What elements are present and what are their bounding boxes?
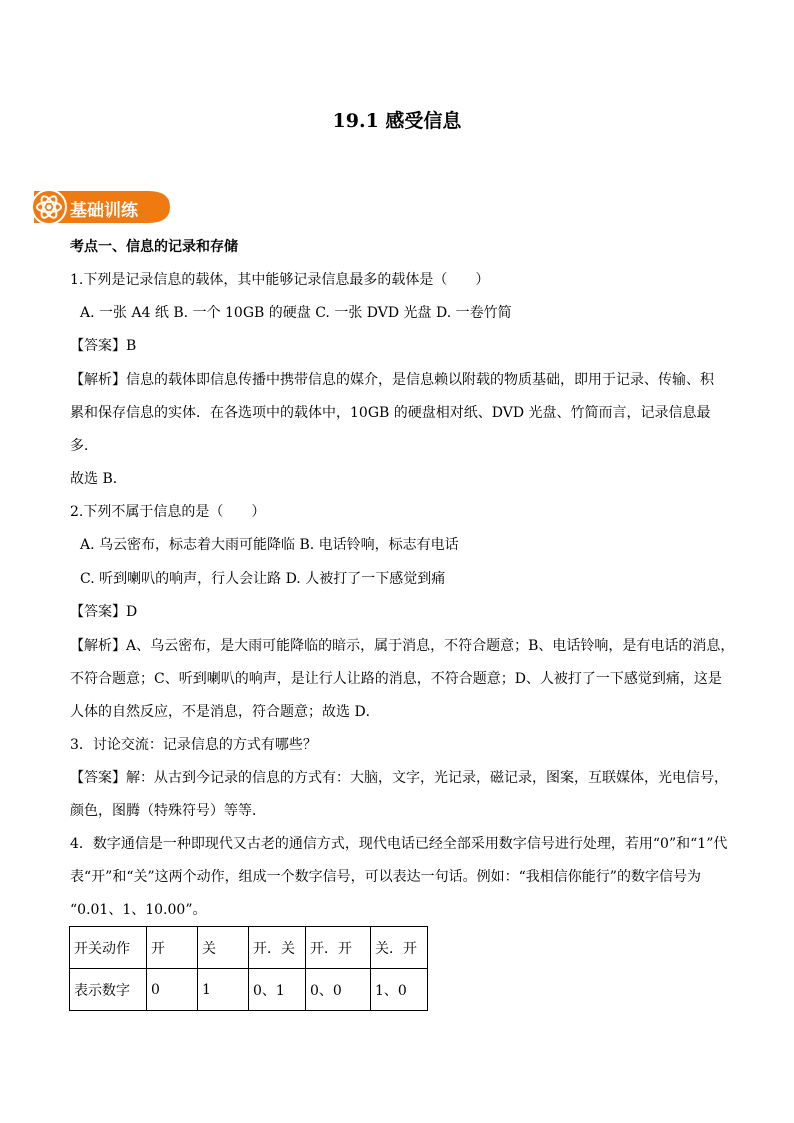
- table-cell: 关: [198, 927, 249, 969]
- question-2-explain-line: 不符合题意；C、听到喇叭的响声，是让行人让路的消息，不符合题意；D、人被打了一下感觉到痛，这是: [70, 671, 722, 687]
- question-1-answer: 【答案】B: [70, 338, 137, 354]
- switch-code-table: [69, 926, 428, 1011]
- question-1-explain-line: 多．: [70, 438, 98, 454]
- table-cell: 开: [147, 927, 198, 969]
- table-row: [70, 927, 428, 969]
- section-banner: [30, 188, 170, 226]
- question-4-stem-line: 4．数字通信是一种即现代又古老的通信方式，现代电话已经全部采用数字信号进行处理，若用“0”和“1”代: [70, 836, 728, 852]
- question-1-options: A. 一张 A4 纸 B. 一个 10GB 的硬盘 C. 一张 DVD 光盘 D. 一卷竹简: [80, 305, 512, 321]
- question-1-explain-line: 累和保存信息的实体．在各选项中的载体中，10GB 的硬盘相对纸、DVD 光盘、竹简而言，记录信息最: [70, 405, 711, 421]
- table-cell: 0: [147, 969, 198, 1011]
- table-row: [70, 969, 428, 1011]
- question-2-explain-line: 人体的自然反应，不是消息，符合题意；故选 D．: [70, 704, 380, 720]
- section-heading: 考点一、信息的记录和存储: [70, 239, 238, 255]
- question-1-explain-line: 故选 B．: [70, 471, 127, 487]
- table-cell: 开．关: [249, 927, 306, 969]
- table-cell: 表示数字: [70, 969, 147, 1011]
- question-4-stem-line: 表“开”和“关”这两个动作，组成一个数字信号，可以表达一句话。例如：“我相信你能行”的数字信号为: [70, 869, 701, 885]
- question-1-explain-line: 【解析】信息的载体即信息传播中携带信息的媒介，是信息赖以附载的物质基础，即用于记录、传输、积: [70, 372, 714, 388]
- question-2-options-ab: A. 乌云密布，标志着大雨可能降临 B. 电话铃响，标志有电话: [80, 537, 459, 553]
- banner-label: 基础训练: [70, 201, 138, 221]
- question-3-stem: 3．讨论交流：记录信息的方式有哪些？: [70, 737, 317, 753]
- question-3-answer-line: 【答案】解：从古到今记录的信息的方式有：大脑，文字，光记录，磁记录，图案，互联媒体，光电信号，: [70, 770, 728, 786]
- atom-icon: [34, 192, 64, 222]
- table-cell: 开．开: [306, 927, 371, 969]
- question-2-options-cd: C. 听到喇叭的响声，行人会让路 D. 人被打了一下感觉到痛: [80, 571, 446, 587]
- table-cell: 0、1: [249, 969, 306, 1011]
- table-cell: 1: [198, 969, 249, 1011]
- table-cell: 1、0: [371, 969, 428, 1011]
- question-1-stem: 1.下列是记录信息的载体，其中能够记录信息最多的载体是（ ）: [70, 272, 490, 288]
- question-2-stem: 2.下列不属于信息的是（ ）: [70, 504, 266, 520]
- question-2-explain-line: 【解析】A、乌云密布，是大雨可能降临的暗示，属于消息，不符合题意；B、电话铃响，是有电话的消息，: [70, 638, 735, 654]
- page-title: 19.1 感受信息: [332, 110, 462, 132]
- question-4-stem-line: “0.01、1、10.00”。: [70, 902, 207, 918]
- table-cell: 0、0: [306, 969, 371, 1011]
- question-3-answer-line: 颜色，图腾（特殊符号）等等．: [70, 803, 266, 819]
- question-2-answer: 【答案】D: [70, 604, 138, 620]
- table-cell: 开关动作: [70, 927, 147, 969]
- table-cell: 关．开: [371, 927, 428, 969]
